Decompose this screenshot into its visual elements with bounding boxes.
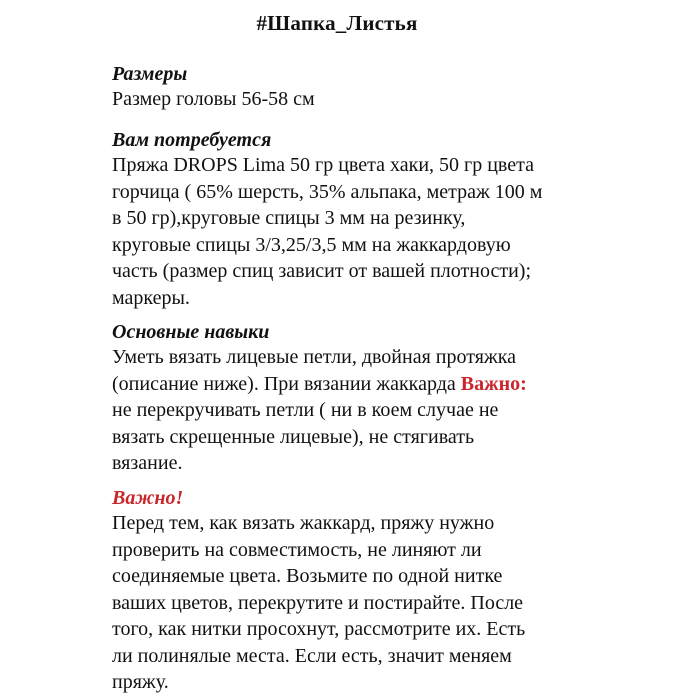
important-line: пряжу. xyxy=(112,671,169,693)
important-body xyxy=(112,510,582,696)
skills-heading: Основные навыки xyxy=(112,321,270,343)
skills-line: не перекручивать петли ( ни в коем случае не xyxy=(112,399,499,421)
materials-line: горчица ( 65% шерсть, 35% альпака, метраж 100 м xyxy=(112,180,543,203)
materials-line: в 50 гр),круговые спицы 3 мм на резинку, xyxy=(112,207,466,229)
sizes-line: Размер головы 56-58 см xyxy=(112,88,315,110)
important-line: того, как нитки просохнут, рассмотрите их. Есть xyxy=(112,618,526,640)
page-title: #Шапка_Листья xyxy=(256,11,418,35)
sizes-heading: Размеры xyxy=(112,63,188,85)
skills-body xyxy=(112,344,582,477)
materials-section xyxy=(112,128,582,311)
important-line: ваших цветов, перекрутите и постирайте. После xyxy=(112,591,524,614)
skills-line: вязать скрещенные лицевые), не стягивать xyxy=(112,425,475,448)
skills-line-text: (описание ниже). При вязании жаккарда xyxy=(112,372,461,395)
important-section xyxy=(112,486,582,696)
materials-heading: Вам потребуется xyxy=(112,129,272,151)
materials-line: круговые спицы 3/3,25/3,5 мм на жаккардовую xyxy=(112,233,511,256)
skills-line: вязание. xyxy=(112,452,183,474)
skills-line xyxy=(112,371,582,398)
materials-line: часть (размер спиц зависит от вашей плотности); xyxy=(112,260,532,282)
sizes-section xyxy=(112,62,582,113)
important-line: ли полинялые места. Если есть, значит меняем xyxy=(112,644,512,667)
skills-line: Уметь вязать лицевые петли, двойная протяжка xyxy=(112,346,517,368)
important-line: проверить на совместимость, не линяют ли xyxy=(112,538,482,561)
important-line: Перед тем, как вязать жаккард, пряжу нужно xyxy=(112,512,495,534)
important-heading: Важно! xyxy=(112,487,184,509)
materials-line: маркеры. xyxy=(112,286,190,309)
important-inline-label: Важно: xyxy=(460,372,527,395)
skills-section xyxy=(112,320,582,477)
materials-line: Пряжа DROPS Lima 50 гр цвета хаки, 50 гр цвета xyxy=(112,154,534,176)
important-line: соединяемые цвета. Возьмите по одной нитке xyxy=(112,565,503,587)
materials-body xyxy=(112,152,582,311)
sizes-body xyxy=(112,86,582,113)
